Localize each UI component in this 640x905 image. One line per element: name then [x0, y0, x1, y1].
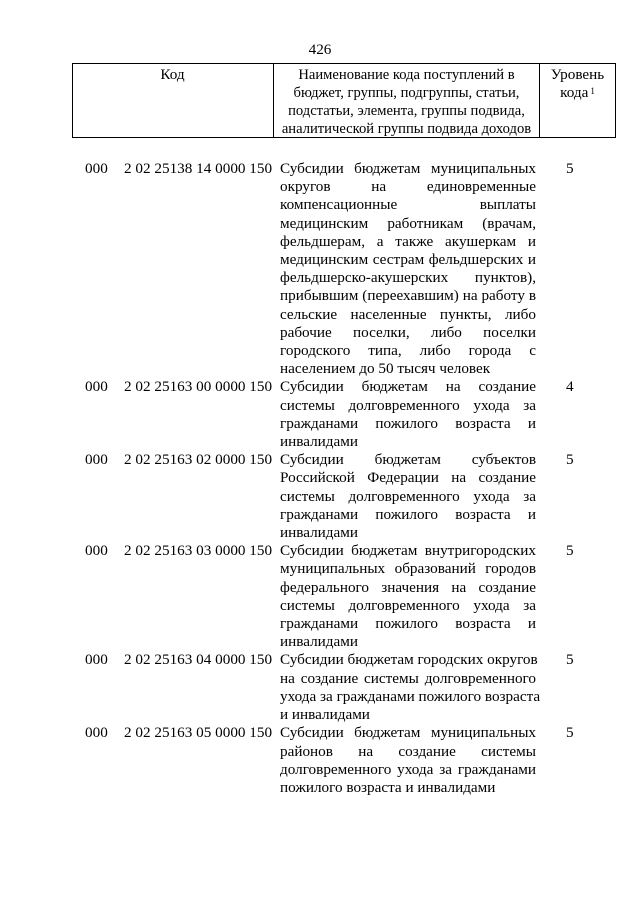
- admin-code: 000: [85, 160, 108, 177]
- footnote-marker: 1: [590, 86, 595, 96]
- admin-code: 000: [85, 378, 108, 396]
- table-row: [0, 378, 640, 451]
- revenue-name-line: Субсидии бюджетам внутригородских: [280, 542, 536, 560]
- revenue-name-line: Субсидии бюджетам субъектов: [280, 451, 536, 469]
- header-level-line: [540, 84, 615, 102]
- revenue-name-line: Субсидии бюджетам городских округов: [280, 651, 538, 669]
- table-row: [0, 651, 640, 724]
- header-name-line: подстатьи, элемента, группы подвида,: [288, 103, 525, 119]
- revenue-name-line: ухода за гражданами пожилого возраста: [280, 687, 541, 705]
- revenue-name-line: системы долговременного ухода за: [280, 487, 536, 505]
- revenue-name-line: рабочие поселки, либо поселки: [280, 323, 536, 341]
- revenue-name-line: муниципальных образований городов: [280, 560, 536, 578]
- revenue-name-line: населением до 50 тысяч человек: [280, 360, 491, 378]
- revenue-name: [280, 724, 536, 797]
- header-level-text: кода: [560, 84, 589, 101]
- admin-code: 000: [85, 724, 108, 742]
- table-row: [0, 160, 640, 378]
- header-name: [274, 66, 539, 138]
- revenue-code: 2 02 25163 02 0000 150: [124, 451, 273, 469]
- revenue-name-line: фельдшерам, а также акушеркам и: [280, 232, 536, 250]
- table-row: [0, 724, 640, 797]
- revenue-name-line: гражданами пожилого возраста и: [280, 505, 536, 523]
- admin-code: 000: [85, 542, 108, 560]
- revenue-name-line: сельские населенные пункты, либо: [280, 305, 536, 323]
- admin-code: 000: [85, 651, 108, 669]
- revenue-name-line: Субсидии бюджетам муниципальных: [280, 724, 536, 742]
- revenue-name-line: медицинским работникам (врачам,: [280, 214, 536, 232]
- code-level: 4: [566, 378, 574, 396]
- table-header: [72, 63, 616, 138]
- header-name-line: аналитической группы подвида доходов: [281, 121, 532, 137]
- code-level: 5: [566, 451, 574, 469]
- code-level: 5: [566, 651, 574, 669]
- revenue-name-line: фельдшерско-акушерских пунктов),: [280, 269, 536, 287]
- revenue-name: [280, 160, 536, 378]
- revenue-name-line: Субсидии бюджетам муниципальных: [280, 160, 536, 177]
- revenue-name-line: инвалидами: [280, 433, 359, 451]
- revenue-name: [280, 651, 541, 724]
- page-number: 426: [308, 41, 332, 58]
- revenue-code: 2 02 25163 04 0000 150: [124, 651, 273, 669]
- revenue-name-line: системы долговременного ухода за: [280, 596, 536, 614]
- revenue-name-line: прибывшим (переехавшим) на работу в: [280, 287, 536, 305]
- revenue-name: [280, 378, 536, 451]
- revenue-name-line: и инвалидами: [280, 706, 370, 724]
- header-name-line: бюджет, группы, подгруппы, статьи,: [293, 85, 520, 101]
- revenue-code: 2 02 25163 00 0000 150: [124, 378, 273, 396]
- header-code: Код: [160, 66, 185, 83]
- revenue-name-line: городского типа, либо города с: [280, 342, 536, 360]
- revenue-name-line: пожилого возраста и инвалидами: [280, 778, 496, 796]
- table-row: [0, 542, 640, 651]
- revenue-name-line: компенсационные выплаты: [280, 196, 536, 214]
- revenue-code: 2 02 25163 03 0000 150: [124, 542, 273, 560]
- revenue-name: [280, 542, 536, 651]
- revenue-name-line: системы долговременного ухода за: [280, 396, 536, 414]
- header-level: [540, 66, 615, 102]
- header-level-line: Уровень: [550, 66, 605, 83]
- revenue-name-line: инвалидами: [280, 524, 359, 542]
- revenue-name-line: Субсидии бюджетам на создание: [280, 378, 536, 396]
- header-name-line: Наименование кода поступлений в: [298, 67, 515, 83]
- revenue-name-line: медицинским сестрам фельдшерских и: [280, 251, 536, 269]
- revenue-name-line: федерального значения на создание: [280, 578, 536, 596]
- revenue-name-line: инвалидами: [280, 633, 359, 651]
- revenue-name-line: долговременного ухода за гражданами: [280, 760, 536, 778]
- code-level: 5: [566, 542, 574, 560]
- revenue-name: [280, 451, 536, 542]
- revenue-name-line: гражданами пожилого возраста и: [280, 615, 536, 633]
- table-row: [0, 451, 640, 542]
- revenue-name-line: гражданами пожилого возраста и: [280, 414, 536, 432]
- revenue-code: 2 02 25163 05 0000 150: [124, 724, 273, 742]
- revenue-name-line: районов на создание системы: [280, 742, 536, 760]
- revenue-name-line: округов на единовременные: [280, 178, 536, 196]
- revenue-name-line: Российской Федерации на создание: [280, 469, 536, 487]
- code-level: 5: [566, 160, 574, 177]
- column-divider: [615, 64, 616, 137]
- code-level: 5: [566, 724, 574, 742]
- revenue-code: 2 02 25138 14 0000 150: [124, 160, 273, 177]
- revenue-name-line: на создание системы долговременного: [280, 669, 536, 687]
- table-body: [0, 160, 640, 797]
- admin-code: 000: [85, 451, 108, 469]
